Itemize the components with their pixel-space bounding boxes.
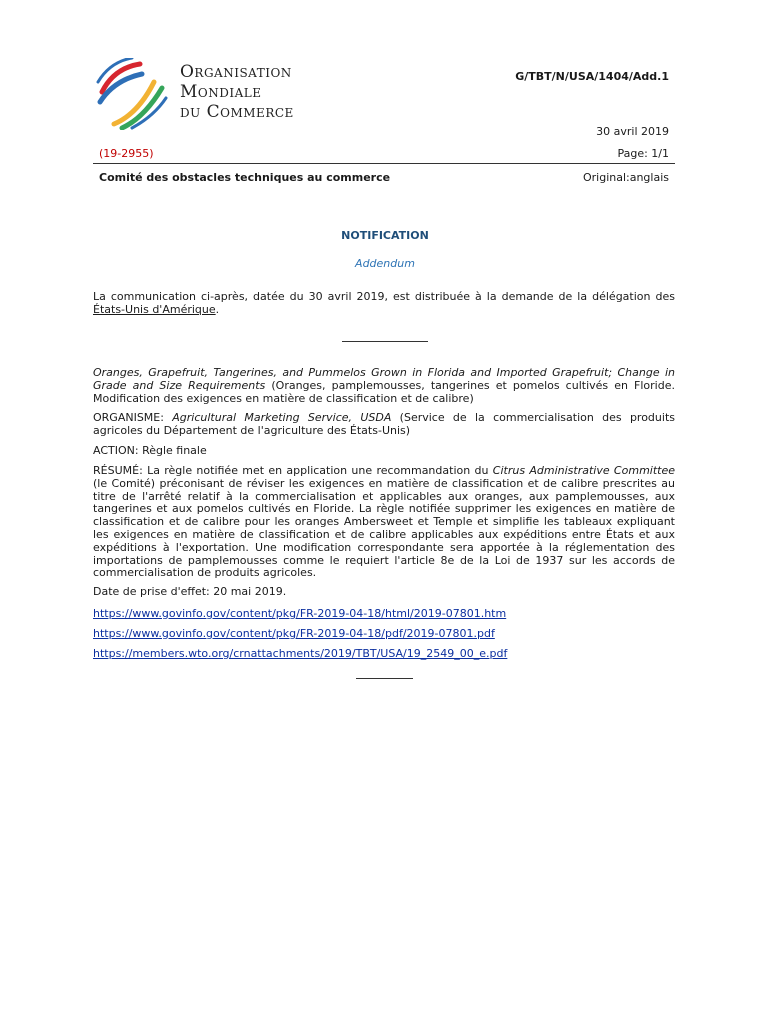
agency-name: Agricultural Marketing Service, USDA	[172, 411, 392, 424]
org-name-line-1: Organisation	[180, 62, 292, 82]
document-date: 30 avril 2019	[596, 125, 669, 138]
document-reference: (19-2955)	[99, 147, 154, 160]
intro-text: La communication ci-après, datée du 30 avril 2019, est distribuée à la demande de la délégation des	[93, 290, 675, 303]
agency-description: (Service de la commercialisation des produits agricoles du Département de l'agriculture des États-Unis)	[93, 411, 675, 437]
agency-label: ORGANISME:	[93, 411, 173, 424]
agency-paragraph	[93, 412, 675, 438]
summary-body: (le Comité) préconisant de réviser les exigences en matière de classification et de calibre prescrites au titre de l'arrêté relatif à la commercialisation et applicables aux oranges, aux pamplemousses, aux tangerines et aux pomelos cultivés en Floride. La règle notifiée supprimer les exigences en matière de classification et de calibre pour les oranges Ambersweet et Temple et simplifie les tableaux expliquant les exigences en matière de classification et de calibre applicables aux expéditions entre États et aux expéditions à l'exportation. Une modification correspondante sera apportée à la réglementation des importations de pamplemousses comme le requiert l'article 8e de la Loi de 1937 sur les accords de commercialisation de produits agricoles.	[93, 476, 675, 580]
original-language: Original:anglais	[582, 171, 669, 184]
end-divider	[356, 678, 413, 679]
committee-name: Comité des obstacles techniques au commerce	[99, 171, 391, 184]
summary-paragraph	[93, 465, 675, 580]
link-pdf-document[interactable]: https://www.govinfo.gov/content/pkg/FR-2019-04-18/pdf/2019-07801.pdf	[93, 627, 495, 640]
action-paragraph: ACTION: Règle finale	[93, 444, 207, 457]
link-wto-attachment[interactable]: https://members.wto.org/crnattachments/2019/TBT/USA/19_2549_00_e.pdf	[93, 647, 508, 660]
page-number: Page: 1/1	[617, 147, 669, 160]
intro-end: .	[215, 302, 220, 316]
product-title-english: Oranges, Grapefruit, Tangerines, and Pummelos Grown in Florida and Imported Grapefruit; Change in Grade and Size Requirements	[93, 366, 675, 392]
organization-name	[180, 62, 294, 122]
product-title-french: (Oranges, pamplemousses, tangerines et pomelos cultivés en Floride. Modification des exigences en matière de classification et de calibre)	[93, 378, 675, 405]
link-html-document[interactable]: https://www.govinfo.gov/content/pkg/FR-2019-04-18/html/2019-07801.htm	[93, 607, 507, 620]
header-divider	[93, 163, 675, 164]
notification-title: NOTIFICATION	[341, 229, 429, 242]
section-divider	[342, 341, 428, 342]
summary-start: RÉSUMÉ: La règle notifiée met en application une recommandation du	[93, 464, 493, 477]
committee-reference: Citrus Administrative Committee	[492, 464, 675, 477]
addendum-subtitle: Addendum	[355, 257, 415, 270]
intro-paragraph	[93, 291, 675, 317]
product-title-paragraph	[93, 367, 675, 405]
wto-logo-icon	[92, 58, 172, 130]
effective-date: Date de prise d'effet: 20 mai 2019.	[93, 585, 287, 598]
country-name: États-Unis d'Amérique	[93, 302, 216, 316]
org-name-line-2: Mondiale	[180, 82, 262, 102]
org-name-line-3: du Commerce	[180, 102, 294, 122]
document-symbol: G/TBT/N/USA/1404/Add.1	[515, 70, 669, 83]
